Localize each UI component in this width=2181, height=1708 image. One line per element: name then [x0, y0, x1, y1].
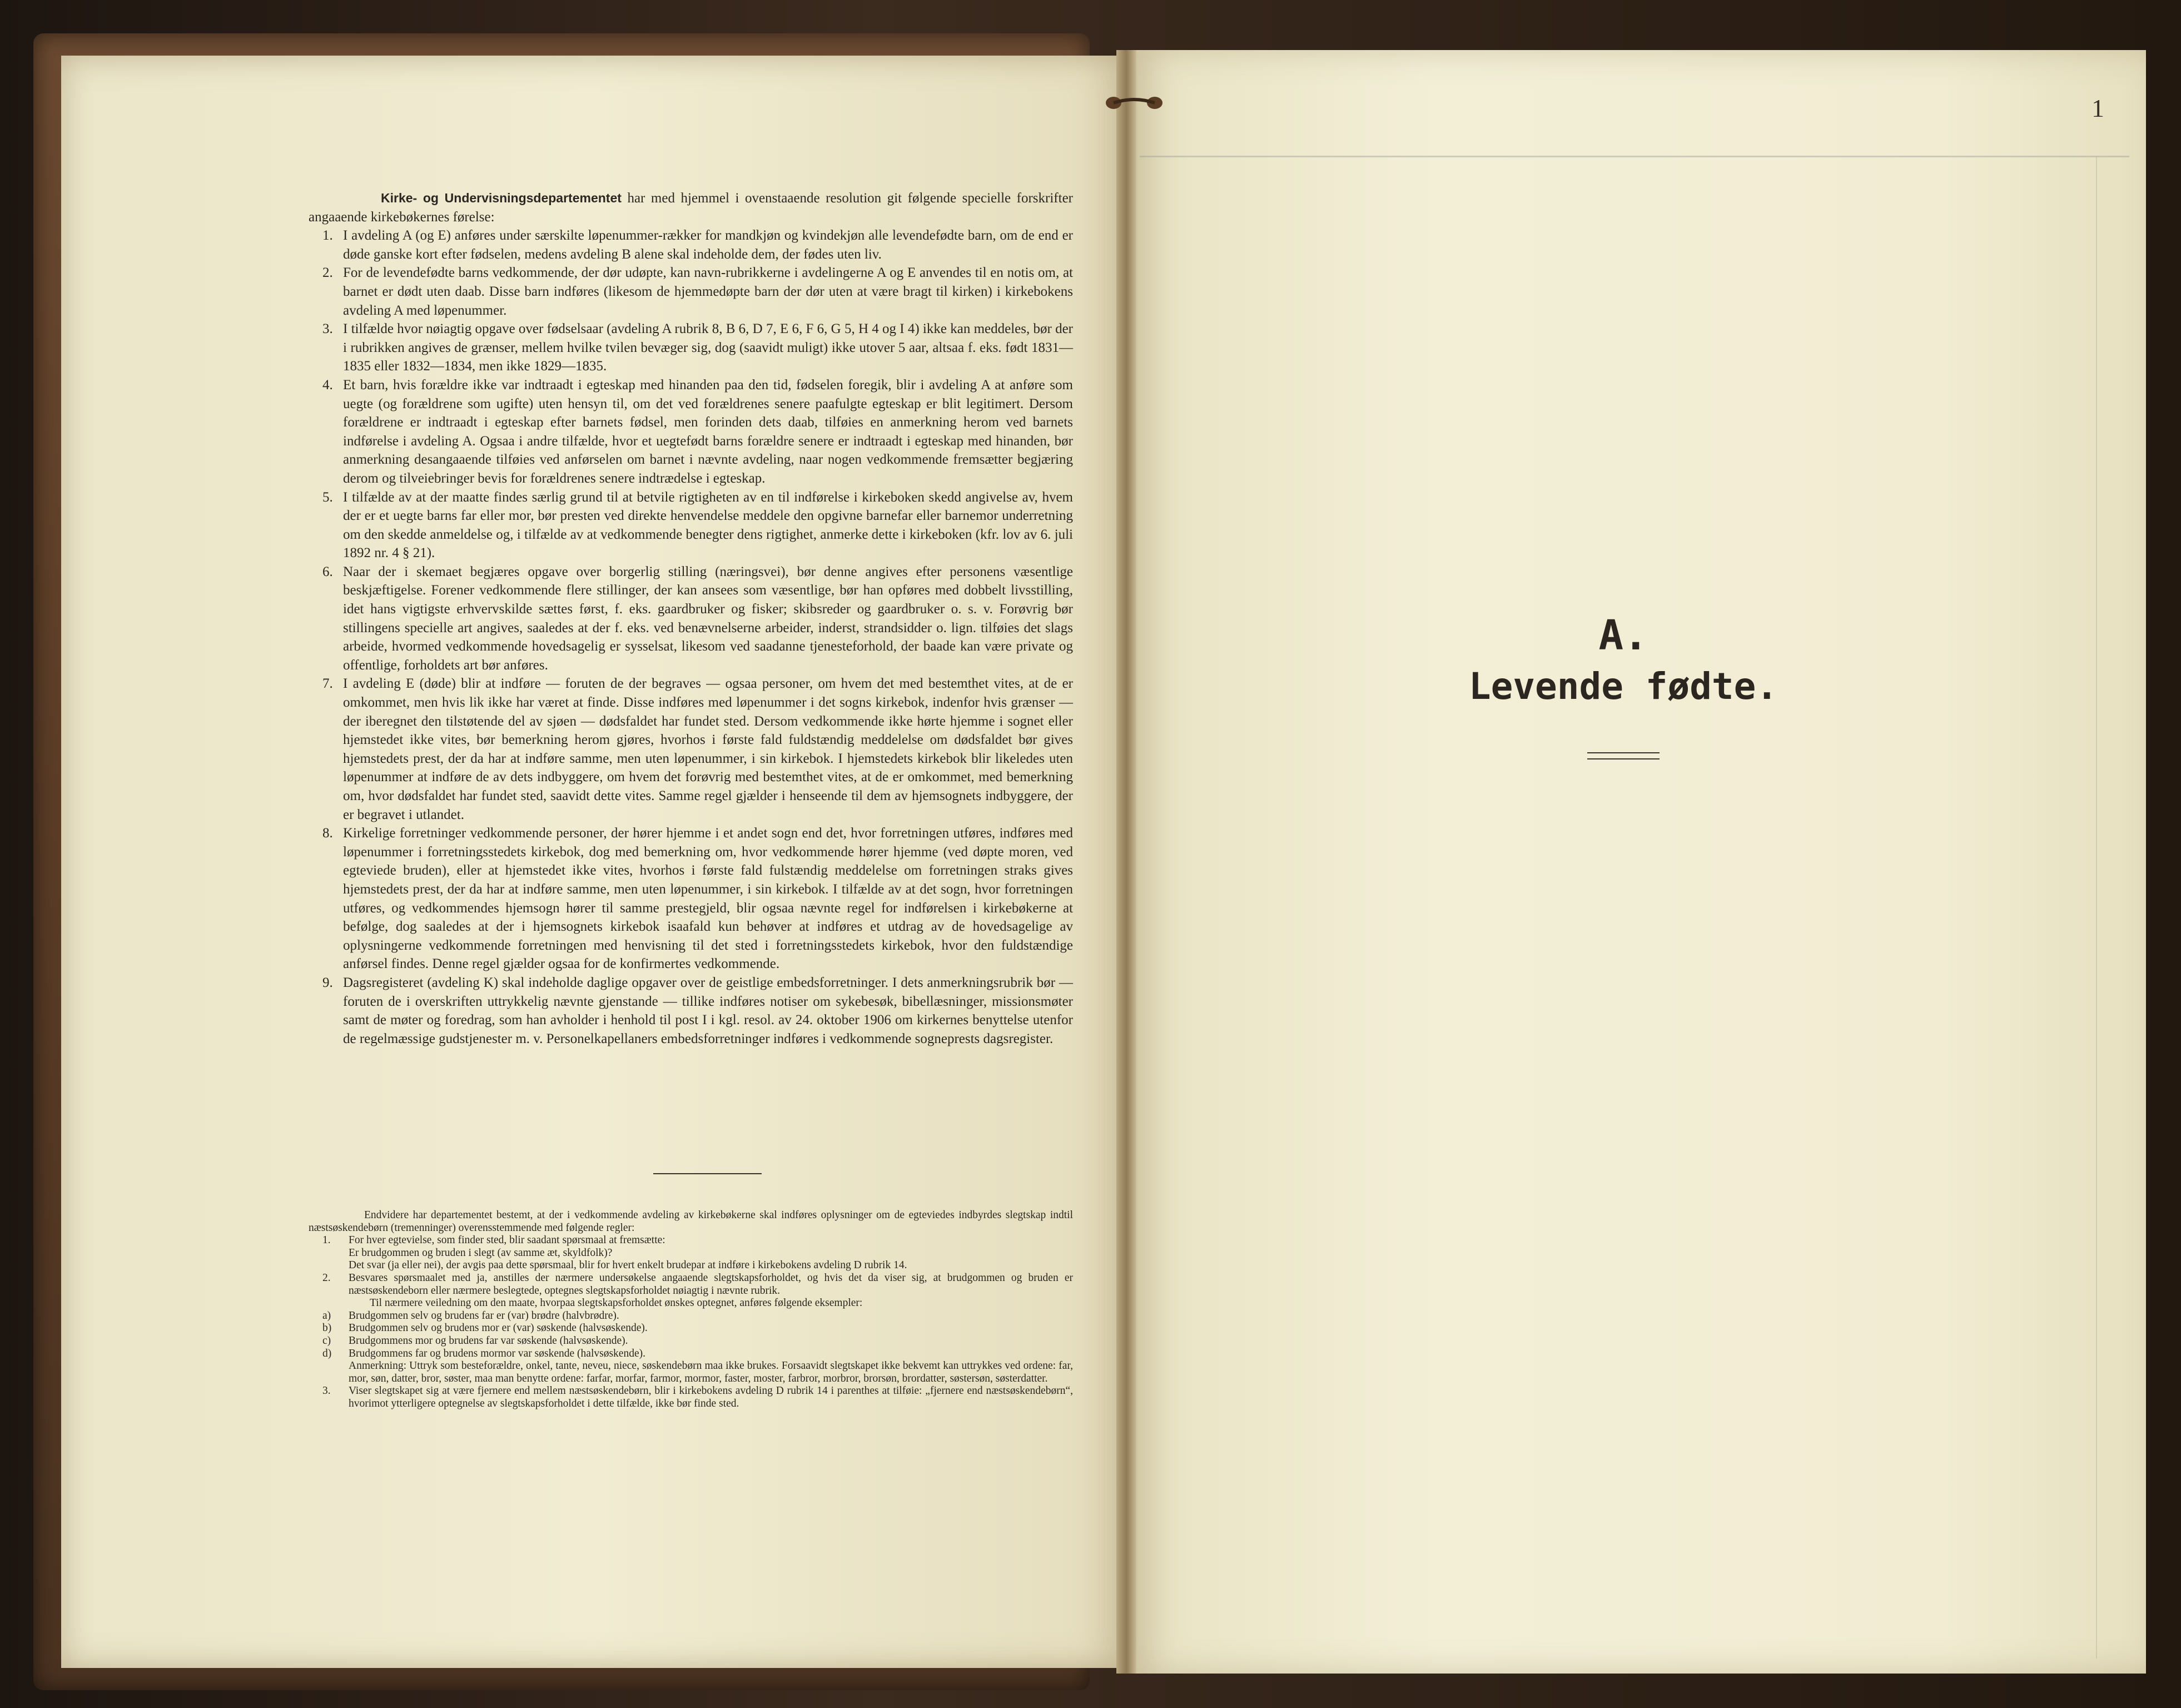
rule-text: I tilfælde av at der maatte findes særlig grund til at betvile rigtigheten av en til indførelse i kirkeboken skedd angivelse av, hvem der er et uegte barns far eller mor, bør presten ved direkte henvendelse meddele den opgivne barnefar eller barnemor underretning om den skedde anmeldelse og, i tilfælde av at vedkommende benegter dens rigtighet, anmerke dette i kirkeboken (kfr. lov av 6. juli 1892 nr. 4 § 21).	[343, 489, 1073, 561]
rule-number: 2.	[322, 265, 333, 281]
rule-number: 9.	[322, 975, 333, 990]
department-name: Kirke- og Undervisningsdepartementet	[381, 191, 622, 205]
regulations-text	[309, 189, 1073, 1048]
example-letter: c)	[322, 1334, 331, 1347]
rule-item	[309, 320, 1073, 376]
rule-item	[309, 226, 1073, 264]
regulations-intro	[309, 189, 1073, 226]
example-item	[309, 1335, 1073, 1348]
book-gutter	[1116, 50, 1136, 1674]
supplement-intro: Endvidere har departementet bestemt, at der i vedkommende avdeling av kirkebøkerne skal indføres oplysninger om de egteviedes indbyrdes slegtskap indtil næstsøskendebørn (tremenninger) overensstemmende med følgende regler:	[309, 1209, 1073, 1234]
rule-item	[309, 264, 1073, 320]
examples-intro: Til nærmere veiledning om den maate, hvorpaa slegtskapsforholdet ønskes optegnet, anføres følgende eksempler:	[370, 1297, 863, 1309]
rule-item	[309, 824, 1073, 974]
rule-number: 1.	[322, 228, 333, 244]
rule-item	[309, 674, 1073, 824]
kinship-answer-note: Det svar (ja eller nei), der avgis paa dette spørsmaal, blir for hvert enkelt brudepar at indføre i kirkebokens avdeling D rubrik 14.	[349, 1259, 907, 1272]
kinship-question: Er brudgommen og bruden i slegt (av samme æt, skyldfolk)?	[349, 1247, 613, 1259]
example-item	[309, 1322, 1073, 1335]
rule-number: 3.	[322, 321, 333, 337]
rules-list	[309, 226, 1073, 1048]
rule-text: Kirkelige forretninger vedkommende personer, der hører hjemme i et andet sogn end det, hvor forretningen utføres, indføres med løpenummer i forretningsstedets kirkebok, dog med bemerkning om, hvor vedkommende hører hjemme (ved døpte moren, ved egteviede bruden), eller at hjemstedet ikke vites, hvorhos i første fald fulstændig meddelelse om forretningen straks gives hjemstedets prest, der da har at indføre samme, men uten løpenummer, i sin kirkebok. I tilfælde av at det sogn, hvor forretningen utføres, og vedkommendes hjemsogn hører til samme prestegjeld, blir ogsaa nævnte regel for indførelsen i kirkebøkerne at befølge, dog saaledes at der i hjemsognets kirkebok isaafald kun behøver at indføres et utdrag av de hovedsagelige av oplysningerne vedkommende forretningen med henvisning til det sted i forretningsstedets kirkebok, hvor den fuldstændige anførsel findes. Denne regel gjælder ogsaa for de konfirmertes vedkommende.	[343, 826, 1073, 972]
rule-number: 5.	[322, 489, 333, 505]
rule-text: Et barn, hvis forældre ikke var indtraadt i egteskap med hinanden paa den tid, fødselen foregik, blir i avdeling A at anføre som uegte (og forældrene som ugifte) uten hensyn til, om det ved forældrenes senere paafulgte egteskap er blit legitimert. Dersom forældrene er indtraadt i egteskap efter barnets fødsel, men forinden dets daab, tilføies en anmerkning herom ved barnets indførelse i avdeling A. Ogsaa i andre tilfælde, hvor et uegtefødt barns forældre senere er indtraadt i egteskap med hinanden, bør anmerkning desangaaende tilføies ved anførselen om barnet i nævnte avdeling, naar nogen vedkommende fremsætter begjæring derom og tilveiebringer bevis for forældrenes senere indtrædelse i egteskap.	[343, 377, 1073, 486]
rule-number: 6.	[322, 564, 333, 579]
item-text: For hver egtevielse, som finder sted, blir saadant spørsmaal at fremsætte:	[349, 1234, 665, 1247]
faint-ruled-grid	[1140, 156, 2129, 1659]
intro-text: har med hjemmel i ovenstaaende resolution git følgende specielle forskrifter angaaende kirkebøkernes førelse:	[309, 191, 1074, 225]
annotation-note: Anmerkning: Uttryk som besteforældre, onkel, tante, neveu, niece, søskendebørn maa ikke brukes. Forsaavidt slegtskapet ikke bekvemt kan uttrykkes ved ordene: far, mor, søn, datter, bror, søster, maa man benytte ordene: farfar, morfar, farmor, mormor, faster, moster, farbror, morbror, brorsøn, brordatter, søstersøn, søsterdatter.	[349, 1360, 1073, 1384]
rule-item	[309, 376, 1073, 488]
section-letter: A.	[1598, 612, 1648, 659]
example-text: Brudgommens mor og brudens far var søskende (halvsøskende).	[349, 1334, 628, 1347]
rule-text: Naar der i skemaet begjæres opgave over borgerlig stilling (næringsvei), bør denne angives efter personens væsentlige beskjæftigelse. Forener vedkommende flere stillinger, der kan ansees som væsentlige, bør han opføres med dobbelt livsstilling, idet hans vigtigste erhvervskilde sættes først, f. eks. gaardbruker og fisker; skibsreder og gaardbruker o. s. v. Forøvrig bør stillingens specielle art angives, saaledes at der f. eks. ved benævnelserne arbeider, inderst, strandsidder o. lign. tilføies det slags arbeide, hvormed vedkommende hovedsagelig er sysselsat, likesom ved saadanne tjenesteforhold, der baade kan være private og offentlige, forholdets art bør anføres.	[343, 564, 1073, 673]
item-number: 2.	[322, 1272, 331, 1284]
example-letter: b)	[322, 1322, 332, 1334]
item-text: Viser slegtskapet sig at være fjernere end mellem næstsøskendebørn, blir i kirkebokens avdeling D rubrik 14 i parenthes at tilføie: „fjernere end næstsøskendebørn“, hvorimot ytterligere optegnelse av slegtskapsforholdet i dette tilfælde, ikke bør finde sted.	[349, 1385, 1073, 1409]
column-line	[2096, 157, 2097, 1659]
rule-number: 4.	[322, 377, 333, 393]
rule-text: For de levendefødte barns vedkommende, der dør udøpte, kan navn-rubrikkerne i avdelingerne A og E anvendes til en notis om, at barnet er dødt uten daab. Disse barn indføres (likesom de hjemmedøpte barn der dør uten at være bragt til kirken) i kirkebokens avdeling A med løpenummer.	[343, 265, 1073, 318]
supplement-item	[309, 1234, 1073, 1247]
rule-number: 7.	[322, 676, 333, 692]
section-divider	[653, 1173, 762, 1174]
page-number: 1	[2091, 94, 2104, 122]
title-underline	[1587, 752, 1660, 759]
example-text: Brudgommens far og brudens mormor var søskende (halvsøskende).	[349, 1347, 645, 1359]
rule-item	[309, 488, 1073, 563]
rule-number: 8.	[322, 826, 333, 841]
example-letter: a)	[322, 1309, 331, 1322]
example-text: Brudgommen selv og brudens far er (var) brødre (halvbrødre).	[349, 1309, 619, 1322]
item-text: Besvares spørsmaalet med ja, anstilles der nærmere undersøkelse angaaende slegtskapsforholdet, og hvis det da viser sig, at brudgommen og bruden er næstsøskendeborn eller nærmere beslegtede, optegnes slegtskapsforholdet nøiagtig i nævnte rubrik.	[349, 1272, 1073, 1297]
supplement-item	[309, 1272, 1073, 1297]
rule-text: I tilfælde hvor nøiagtig opgave over fødselsaar (avdeling A rubrik 8, B 6, D 7, E 6, F 6, G 5, H 4 og I 4) ikke kan meddeles, bør der i rubrikken angives de grænser, mellem hvilke tvilen bevæger sig, dog (saavidt muligt) ikke utover 5 aar, altsaa f. eks. født 1831—1835 eller 1832—1834, men ikke 1829—1835.	[343, 321, 1073, 374]
example-letter: d)	[322, 1347, 332, 1359]
example-text: Brudgommen selv og brudens mor er (var) søskende (halvsøskende).	[349, 1322, 648, 1334]
rule-text: I avdeling E (døde) blir at indføre — foruten de der begraves — ogsaa personer, om hvem det med bestemthet vites, at de er omkommet, men hvis lik ikke har været at finde. Disse indføres med løpenummer i det sogns kirkebok, indenfor hvis grænser — der iberegnet den tilstøtende del av sjøen — dødsfaldet har fundet sted. Dersom vedkommende ikke hørte hjemme i sognet eller hjemstedet ikke vites, bør bemerkning herom gjøres, hvorhos i første fald fuldstændig meddelelse om dødsfaldet bør gives hjemstedets prest, der da har at indføre samme, men uten løpenummer, i sin kirkebok. I hjemstedets kirkebok blir likeledes uten løpenummer at indføre de av dets indbyggere, om hvem det forøvrig med bestemthet vites, at de er omkommet, med bemerkning om, hvor dødsfaldet har fundet sted, saavidt dette vites. Samme regel gjælder i henseende til dem av hjemsognets indbyggere, der er begravet i utlandet.	[343, 676, 1073, 822]
supplement-item	[309, 1385, 1073, 1410]
example-item	[309, 1310, 1073, 1323]
rule-text: I avdeling A (og E) anføres under særskilte løpenummer-rækker for mandkjøn og kvindekjøn alle levendefødte barn, om de end er døde ganske kort efter fødselen, medens avdeling B alene skal indeholde dem, der fødes uten liv.	[343, 228, 1073, 262]
kinship-supplement	[309, 1209, 1073, 1411]
rule-text: Dagsregisteret (avdeling K) skal indeholde daglige opgaver over de geistlige embedsforretninger. I dets anmerkningsrubrik bør — foruten de i overskriften uttrykkelig nævnte gjenstande — tillike indføres notiser om sykebesøk, bibellæsninger, missionsmøter samt de møter og foredrag, som han avholder i henhold til post I i kgl. resol. av 24. oktober 1906 om kirkernes benyttelse utenfor de regelmæssige gudstjenester m. v. Personelkapellaners embedsforretninger indføres i vedkommende sogneprests dagsregister.	[343, 975, 1073, 1046]
rule-item	[309, 563, 1073, 675]
example-item	[309, 1348, 1073, 1361]
section-title: Levende fødte.	[1468, 665, 1778, 708]
binding-thread	[1104, 93, 1165, 112]
item-number: 1.	[322, 1234, 331, 1247]
rule-item	[309, 974, 1073, 1048]
item-number: 3.	[322, 1385, 331, 1397]
